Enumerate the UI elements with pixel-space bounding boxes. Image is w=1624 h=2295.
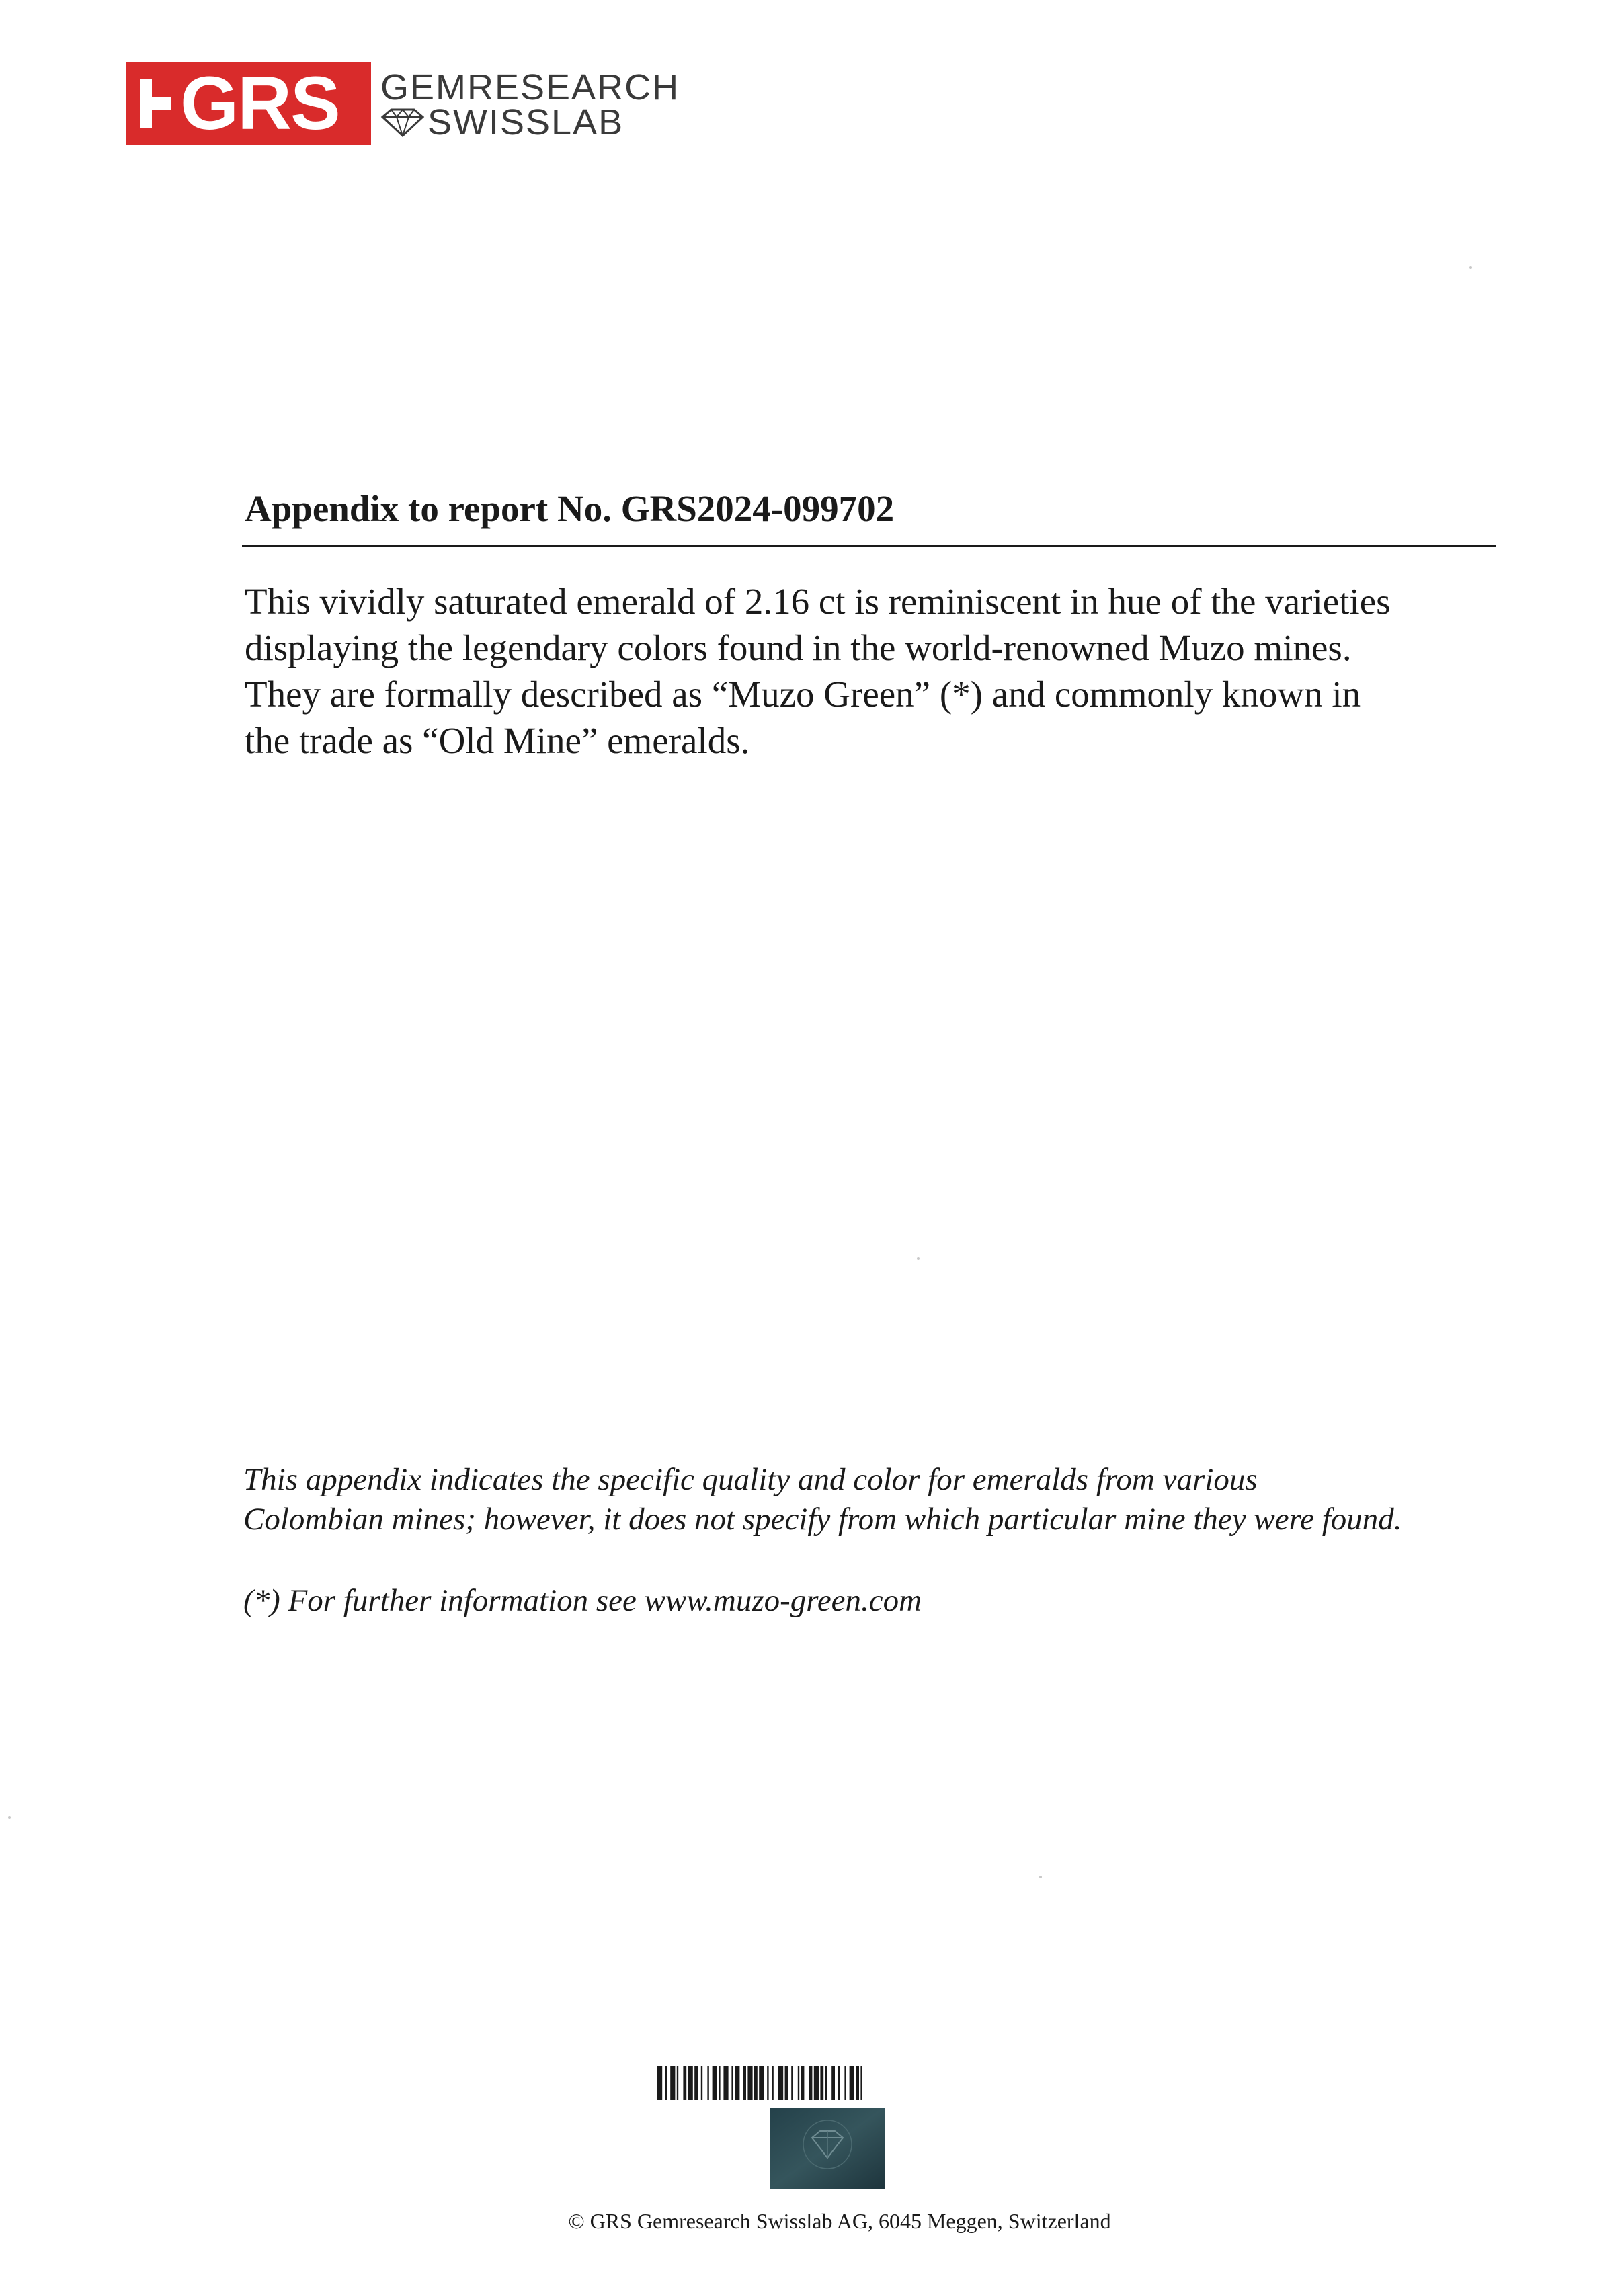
barcode-bar bbox=[723, 2066, 728, 2100]
scan-speck bbox=[1469, 266, 1472, 269]
appendix-body bbox=[245, 578, 1508, 764]
body-line: the trade as “Old Mine” emeralds. bbox=[245, 720, 750, 761]
barcode-bar bbox=[713, 2066, 717, 2100]
barcode-bar bbox=[809, 2066, 813, 2100]
scan-speck bbox=[917, 1257, 920, 1260]
disclaimer-note bbox=[243, 1460, 1520, 1539]
diamond-icon bbox=[380, 108, 425, 137]
scan-speck bbox=[8, 1816, 11, 1819]
logo-letters: GRS bbox=[180, 61, 339, 145]
body-line: They are formally described as “Muzo Green” (*) and commonly known in bbox=[245, 674, 1361, 715]
barcode-bar bbox=[707, 2066, 708, 2100]
disclaimer-line: This appendix indicates the specific quality and color for emeralds from various bbox=[243, 1462, 1258, 1497]
barcode-bar bbox=[665, 2066, 667, 2100]
footnote-text: (*) For further information see www.muzo-green.com bbox=[243, 1583, 922, 1618]
barcode-bar bbox=[778, 2066, 783, 2100]
barcode-bar bbox=[694, 2066, 698, 2100]
barcode-bar bbox=[850, 2066, 854, 2100]
scan-speck bbox=[1039, 1876, 1042, 1878]
footnote bbox=[243, 1581, 1520, 1621]
barcode-bar bbox=[820, 2066, 823, 2100]
barcode-bar bbox=[683, 2066, 686, 2100]
barcode-bar bbox=[791, 2066, 793, 2100]
body-line: displaying the legendary colors found in the world-renowned Muzo mines. bbox=[245, 627, 1352, 668]
heading-rule bbox=[242, 545, 1496, 547]
hologram-seal bbox=[770, 2108, 885, 2189]
appendix-heading: Appendix to report No. GRS2024-099702 bbox=[245, 488, 895, 529]
barcode-bar bbox=[814, 2066, 819, 2100]
logo-line-swisslab: SWISSLAB bbox=[428, 102, 624, 143]
barcode-bar bbox=[719, 2066, 720, 2100]
barcode-bar bbox=[767, 2066, 768, 2100]
barcode-bar bbox=[735, 2066, 739, 2100]
barcode-bar bbox=[759, 2066, 764, 2100]
barcode-bar bbox=[657, 2066, 662, 2100]
barcode-bar bbox=[701, 2066, 702, 2100]
barcode-bar bbox=[754, 2066, 758, 2100]
barcode-bar bbox=[747, 2066, 752, 2100]
barcode-bar bbox=[825, 2066, 827, 2100]
body-line: This vividly saturated emerald of 2.16 ct is reminiscent in hue of the varieties bbox=[245, 581, 1391, 622]
copyright-footer: © GRS Gemresearch Swisslab AG, 6045 Meggen, Switzerland bbox=[568, 2209, 1111, 2233]
barcode-bar bbox=[688, 2066, 693, 2100]
barcode-bar bbox=[670, 2066, 675, 2100]
barcode-bar bbox=[838, 2066, 840, 2100]
logo-line-gemresearch: GEMRESEARCH bbox=[380, 67, 680, 108]
barcode-bar bbox=[772, 2066, 773, 2100]
barcode-bar bbox=[798, 2066, 799, 2100]
swiss-cross-icon bbox=[134, 79, 172, 128]
barcode-bar bbox=[785, 2066, 788, 2100]
logo-red-box bbox=[126, 62, 371, 145]
barcode-bar bbox=[844, 2066, 846, 2100]
barcode-bar bbox=[677, 2066, 678, 2100]
grs-logo bbox=[126, 61, 680, 148]
barcode-bar bbox=[801, 2066, 805, 2100]
barcode-bar bbox=[831, 2066, 835, 2100]
barcode-bar bbox=[731, 2066, 733, 2100]
barcode-bar bbox=[856, 2066, 859, 2100]
barcode bbox=[657, 2066, 998, 2100]
disclaimer-line: Colombian mines; however, it does not specify from which particular mine they were found. bbox=[243, 1502, 1402, 1537]
barcode-bar bbox=[860, 2066, 862, 2100]
barcode-bar bbox=[743, 2066, 746, 2100]
